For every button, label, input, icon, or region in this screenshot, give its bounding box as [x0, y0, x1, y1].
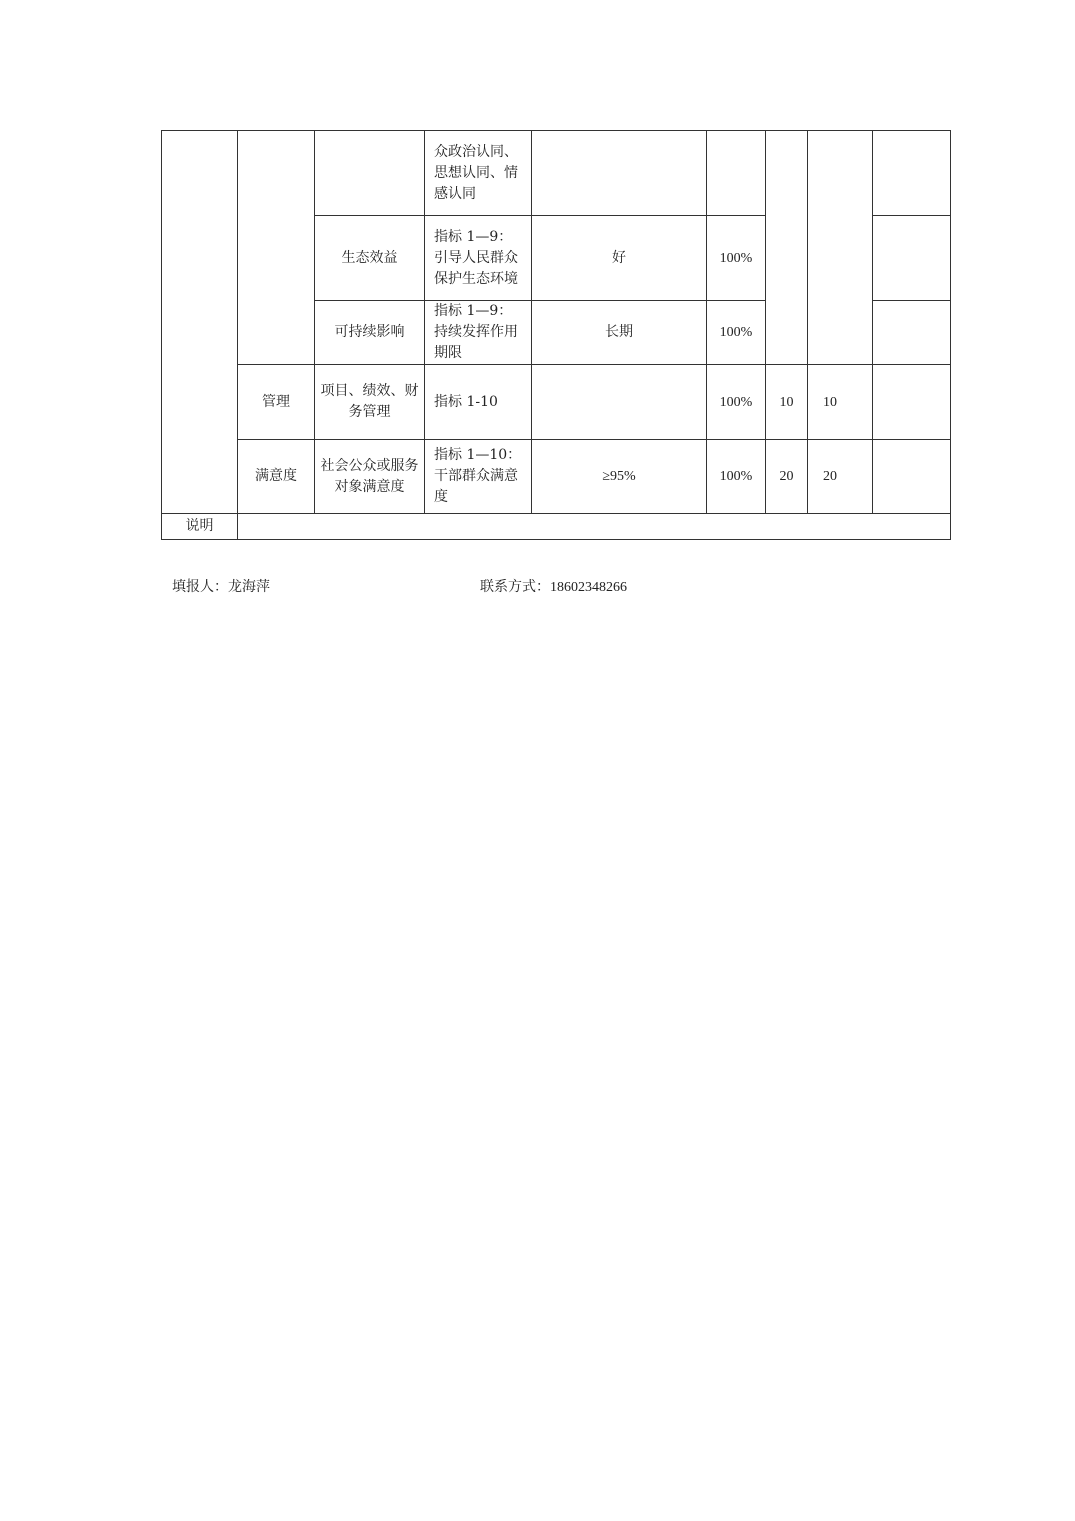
- table-row-note: [162, 514, 951, 540]
- contact-line: [480, 577, 627, 598]
- table-row-management: [162, 365, 951, 440]
- level1-category-cell: [162, 131, 238, 514]
- target-cell: 长期: [532, 301, 707, 365]
- subcategory-cell: 可持续影响: [315, 301, 425, 365]
- indicator-cell: 指标 1—9：引导人民群众保护生态环境: [425, 216, 532, 301]
- subcategory-cell: [315, 131, 425, 216]
- indicator-cell: 指标 1-10: [425, 365, 532, 440]
- target-cell: 好: [532, 216, 707, 301]
- indicator-cell: 指标 1—10：干部群众满意度: [425, 440, 532, 514]
- completion-cell: 100%: [707, 365, 766, 440]
- completion-cell: 100%: [707, 301, 766, 365]
- level2-category-cell: 管理: [238, 365, 315, 440]
- table-row-political-identity: [162, 131, 951, 216]
- remark-cell: [873, 301, 951, 365]
- note-label-cell: 说明: [162, 514, 238, 540]
- completion-cell: 100%: [707, 216, 766, 301]
- note-content-cell: [238, 514, 951, 540]
- score-cell: [808, 131, 873, 365]
- subcategory-cell: 社会公众或服务对象满意度: [315, 440, 425, 514]
- contact-label: 联系方式：: [480, 579, 550, 595]
- weight-cell: [766, 131, 808, 365]
- remark-cell: [873, 216, 951, 301]
- remark-cell: [873, 131, 951, 216]
- level2-category-cell: 满意度: [238, 440, 315, 514]
- completion-cell: 100%: [707, 440, 766, 514]
- weight-cell: 20: [766, 440, 808, 514]
- weight-cell: 10: [766, 365, 808, 440]
- reporter-line: [172, 577, 270, 597]
- score-cell: 10: [808, 365, 873, 440]
- subcategory-cell: 项目、绩效、财务管理: [315, 365, 425, 440]
- subcategory-cell: 生态效益: [315, 216, 425, 301]
- target-cell: [532, 131, 707, 216]
- target-cell: ≥95%: [532, 440, 707, 514]
- score-cell: 20: [808, 440, 873, 514]
- indicator-cell: 众政治认同、思想认同、情感认同: [425, 131, 532, 216]
- reporter-label: 填报人：: [172, 579, 228, 595]
- indicator-cell: 指标 1—9：持续发挥作用期限: [425, 301, 532, 365]
- level2-category-cell: [238, 131, 315, 365]
- performance-table: [161, 130, 951, 540]
- contact-phone: 18602348266: [550, 580, 627, 595]
- table-row-satisfaction: [162, 440, 951, 514]
- reporter-name: 龙海萍: [228, 579, 270, 595]
- remark-cell: [873, 365, 951, 440]
- remark-cell: [873, 440, 951, 514]
- target-cell: [532, 365, 707, 440]
- completion-cell: [707, 131, 766, 216]
